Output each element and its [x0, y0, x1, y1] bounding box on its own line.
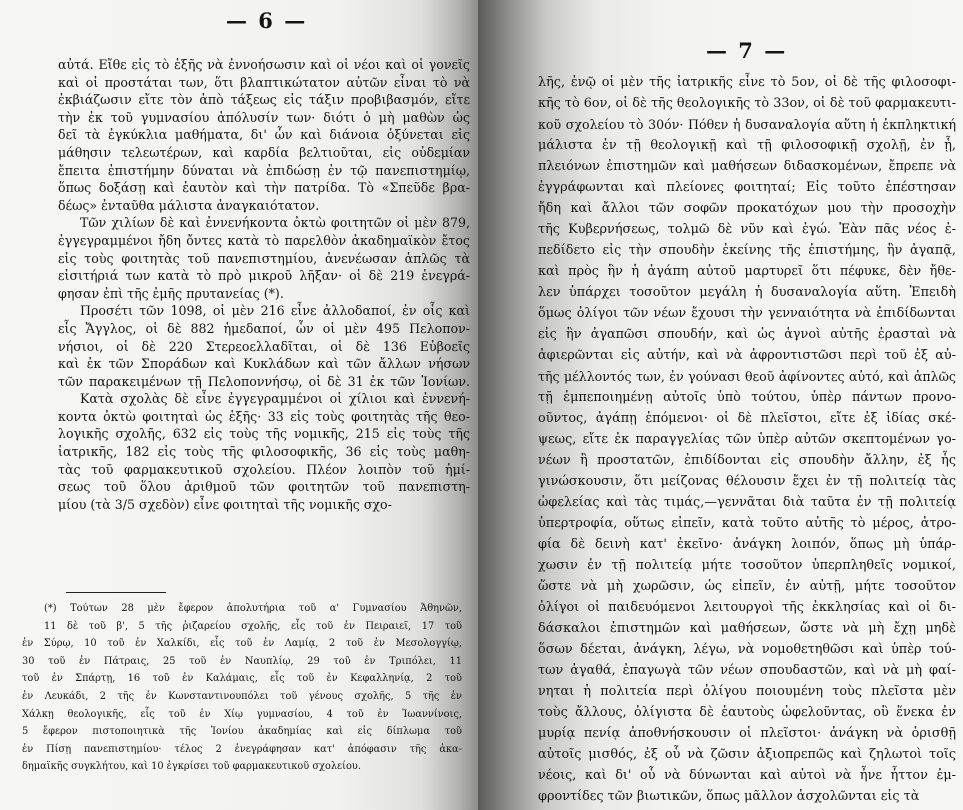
text-line: ὅσων δέεται, ἀνάγκη, λέγω, νὰ νομοθετηθῶσι καὶ ὑπὲρ τού-	[538, 642, 956, 657]
text-line: δέως» ἐνταῦθα μάλιστα ἀναγκαιότατον.	[58, 197, 320, 213]
text-line: πλειόνων ἐπιστημῶν καὶ μαθήσεων διδασκομένων, ἔπρεπε νὰ	[538, 159, 956, 174]
text-line: τῶν παρακειμένων τῇ Πελοποννήσῳ, οἱ δὲ 31 ἐκ τῶν Ἰονίων.	[58, 373, 470, 389]
text-line: οῦντος, ἀγάπῃ ἑπόμενοι· οἱ δὲ πλεῖστοι, εἴτε ἐξ ἰδίας σκέ-	[538, 411, 956, 426]
text-line: νήσιοι, οἱ δὲ 220 Στερεοελλαδῖται, οἱ δὲ 136 Εὐβοεῖς	[58, 338, 470, 354]
text-line: εἷς Ἄγγλος, οἱ δὲ 882 ἡμεδαποί, ὧν οἱ μὲν 495 Πελοπον-	[58, 320, 470, 336]
text-line: ἐν Λευκάδι, 2 τῆς ἐν Κωνσταντινουπόλει τοῦ γένους σχολῆς, 5 τῆς ἐν	[22, 690, 462, 702]
text-line: εἰσιτήριά των κατὰ τὸ πρὸ μικροῦ λῆξαν· οἱ δὲ 219 ἐνεγρά-	[58, 268, 470, 284]
text-line: εἰς ἣν ἀγαπῶσι σπουδήν, καὶ ὡς ἁγνοὶ αὐτῆς ἐρασταὶ νὰ	[538, 327, 956, 342]
page-number: — 7 —	[706, 38, 788, 63]
text-line: νηται ἡ πολιτεία περὶ ὀλίγου ποιουμένη τοὺς πλεῖστα μὲν	[538, 684, 956, 699]
text-line: Χάλκῃ θεολογικῆς, εἷς τοῦ ἐν Χίῳ γυμνασίου, 4 τοῦ ἐν Ἰωαννίνοις,	[22, 708, 462, 720]
text-line: τῆς Κυβερνήσεως, τολμῶ δὲ νῦν καὶ ἐγώ. Ἐὰν πᾶς νέος ἐ-	[538, 222, 956, 237]
text-line: (*) Τούτων 28 μὲν ἔφερον ἀπολυτήρια τοῦ α' Γυμνασίου Ἀθηνῶν,	[44, 603, 462, 614]
text-line: εἰς τοὺς φοιτητὰς τοῦ πανεπιστημίου, ἀνενέωσαν ἁπλῶς τὰ	[58, 250, 470, 266]
text-line: κοῦ σχολείου τὸ 30όν· Πόθεν ἡ δυσαναλογία αὕτη ἡ ἐκπληκτική	[538, 117, 956, 132]
text-line: ἐν Σύρῳ, 10 τοῦ ἐν Χαλκίδι, εἷς τοῦ ἐν Λαμίᾳ, 2 τοῦ ἐν Μεσολογγίῳ,	[22, 638, 462, 650]
text-line: καὶ πρὸς ἣν ἡ ἀγάπη αὐτοῦ μαρτυρεῖ ὅτι πέφυκε, δὲν ἤθε-	[538, 264, 956, 279]
text-line: Προσέτι τῶν 1098, οἱ μὲν 216 εἶνε ἀλλοδαποί, ἐν οἷς καὶ	[80, 303, 470, 319]
body-text	[538, 72, 956, 807]
text-line: φία δὲ δεινὴ κατ' ἐκεῖνο· ἀνάγκη λοιπόν, ὅπως μὴ ὑπάρ-	[538, 537, 956, 552]
text-line: λογικῆς σχολῆς, 632 εἰς τοὺς τῆς νομικῆς, 215 εἰς τοὺς τῆς	[58, 426, 470, 442]
text-line: κοντα ὀκτὼ φοιτηταὶ ὡς ἑξῆς· 33 εἰς τοὺς φοιτητὰς τῆς θεο-	[58, 408, 470, 424]
text-line: πεδίδετο εἰς τὴν σπουδὴν ἐκείνης τῆς ἐπιστήμης, ἣν ἀγαπᾷ,	[538, 243, 956, 258]
text-line: νέων ἢ προστατῶν, ἐπιδίδονται εἰς σπουδὴν ἄλλην, ἐξ ἧς	[538, 453, 956, 468]
text-line: αὐτοῖς μισθός, ἐξ οὗ νὰ ζῶσιν ἀξιοπρεπῶς καὶ ζηλωτοὶ τοῖς	[538, 747, 956, 762]
text-line: ψεως, εἴτε ἐκ παραγγελίας τῶν ὑπὲρ αὐτῶν σκεπτομένων γο-	[538, 432, 956, 447]
text-line: των ἀγαθά, ἐπαγωγὰ τῶν νέων σπουδαστῶν, καὶ νὰ μὴ φαί-	[538, 663, 956, 678]
text-line: γινώσκουσιν, ὅτι μείζονας θέλουσιν ἔχει ἐν τῇ πολιτείᾳ τὰς	[538, 474, 956, 489]
text-line: καὶ ἐκ τῶν Σποράδων καὶ Κυκλάδων καὶ τῶν ἄλλων νήσων	[58, 356, 470, 372]
text-line: μάθησιν τελεωτέρων, καὶ καρδία βελτιοῦται, εἰς οὐδεμίαν	[58, 144, 470, 160]
text-line: μάλιστα ἐν τῇ θεολογικῇ καὶ τῇ φιλοσοφικῇ σχολῇ, ἐν ᾗ,	[538, 138, 956, 153]
text-line: χωσιν ἐν τῇ πολιτείᾳ μήτε τοσοῦτον ὑπερπληθεῖς νομικοί,	[538, 558, 956, 573]
body-text	[58, 56, 470, 513]
text-line: αὐτά. Εἴθε εἰς τὸ ἑξῆς νὰ ἐννοήσωσιν καὶ οἱ νέοι καὶ οἱ γονεῖς	[58, 57, 470, 72]
text-line: δημαϊκῆς συγκλήτου, καὶ 10 ἐγκρίσει τοῦ φαρμακευτικοῦ σχολείου.	[22, 761, 361, 773]
text-line: φροντίδες τῶν βιωτικῶν, ὅπως μᾶλλον ἀσχολῶνται εἰς τὰ	[538, 789, 920, 804]
text-line: ἐκβιάζωσιν εἴτε τὸν ἀπὸ τάξεως εἰς τάξιν προβιβασμόν, εἴτε	[58, 92, 470, 108]
text-line: ὅμως ὀλίγοι τῶν νέων ἔχουσι τὴν γενναιότητα νὰ ἐπιδίδωνται	[538, 306, 956, 321]
text-line: ἤδη καὶ ἄλλοι τῶν σοφῶν προκατόχων μου τὴν προσοχὴν	[538, 201, 956, 216]
text-line: ἐν Πίσῃ πανεπιστημίου· τέλος 2 ἐνεγράφησαν κατ' ἀπόφασιν τῆς ἀκα-	[22, 743, 462, 755]
text-line: λῆς, ἐνῷ οἱ μὲν τῆς ἰατρικῆς εἶνε τὸ 5ον, οἱ δὲ τῆς φιλοσοφι-	[538, 75, 956, 90]
footnote-rule	[66, 592, 166, 593]
text-line: ὑπερτροφία, οὕτως εἰπεῖν, κατὰ τοῦτο αὐτῆς τὸ μέρος, ἀτρο-	[538, 516, 956, 531]
text-line: σεως τοῦ ὅλου ἀριθμοῦ τῶν φοιτητῶν τοῦ πανεπιστη-	[58, 479, 470, 495]
text-line: νέοις, καὶ δι' οὗ νὰ δύνωνται καὶ αὐτοὶ νὰ ἦνε ἧττον ἐμ-	[538, 768, 956, 783]
text-line: ἀφιερῶνται εἰς αὐτήν, καὶ νὰ ἀφροντιστῶσι περὶ τοῦ ἐξ αὐ-	[538, 348, 956, 363]
text-line: ἐγγράφωνται καὶ πλείονες φοιτηταί; Εἰς τοῦτο ἐπέστησαν	[538, 180, 956, 195]
text-line: ὠφελείας καὶ τὰς τιμάς,—γεννᾶται διὰ ταῦτα ἐν τῇ πολιτείᾳ	[538, 495, 956, 510]
text-line: κῆς τὸ 6ον, οἱ δὲ τῆς θεολογικῆς τὸ 33ον, οἱ δὲ τοῦ φαρμακευτι-	[538, 96, 957, 111]
text-line: 30 τοῦ ἐν Πάτραις, 25 τοῦ ἐν Ναυπλίῳ, 29 τοῦ ἐν Τριπόλει, 11	[22, 655, 462, 667]
text-line: δάσκαλοι ἐπιστημῶν καὶ μαθήσεων, ὥστε νὰ μὴ ἔχῃ μηδὲ	[538, 621, 956, 636]
text-line: λεν ὑπάρχει τοσοῦτον μεγάλη ἡ δυσαναλογία αὕτη. Ἐπειδὴ	[538, 285, 956, 300]
text-line: φησαν ἐπὶ τῆς ἐμῆς πρυτανείας (*).	[58, 285, 284, 301]
text-line: ὀλίγοι οἱ παιδευόμενοι λειτουργοὶ τῆς ἐκκλησίας καὶ οἱ δι-	[538, 600, 956, 615]
text-line: μίου (τὰ 3/5 σχεδὸν) εἶνε φοιτηταὶ τῆς νομικῆς σχο-	[58, 496, 392, 512]
text-line: καὶ οἱ προστάται των, ὅτι βλαπτικώτατον αὐτῶν εἶναι τὸ νὰ	[58, 74, 470, 90]
text-line: ἔπειτα ἐπιστήμην δύναται νὰ ἐπιδώσῃ ἐν τῷ πανεπιστημίῳ,	[58, 162, 470, 178]
text-line: τῇ ἐμπεποιημένῃ αὐτοῖς ὑπὸ τούτου, ὑπὲρ πάντων προνο-	[538, 390, 956, 405]
text-line: τὰς τοῦ φαρμακευτικοῦ σχολείου. Πλέον λοιπὸν τοῦ ἡμί-	[58, 461, 470, 477]
text-line: ὅπως δοξάσῃ καὶ ἑαυτὸν καὶ τὴν πατρίδα. Τὸ «Σπεῦδε βρα-	[58, 180, 470, 196]
text-line: ἐγγεγραμμένοι ἤδη ὄντες κατὰ τὸ παρελθὸν ἀκαδημαϊκὸν ἔτος	[58, 232, 470, 248]
page-number: — 6 —	[226, 8, 308, 33]
text-line: 5 ἔφερον πιστοποιητικὰ τῆς Ἰονίου ἀκαδημίας καὶ εἰς δίπλωμα τοῦ	[22, 726, 462, 738]
text-line: μυρίᾳ πενίᾳ ἀποθνήσκουσιν οἱ πλεῖστοι· ἀνάγκη νὰ ὁρισθῇ	[538, 726, 956, 741]
text-line: ὥστε νὰ μὴ χωρῶσιν, ὡς εἰπεῖν, ἐν αὐτῇ, μήτε τοσοῦτον	[538, 579, 956, 594]
text-line: τῆς μέλλοντός των, ἐν γούνασι θεοῦ ἀφίνοντες αὐτό, καὶ ἁπλῶς	[538, 369, 956, 384]
text-line: δεῖ τὰ ἐγκύκλια μαθήματα, δι' ὧν καὶ διάνοια ὀξύνεται εἰς	[58, 127, 470, 143]
text-line: τοὺς ἄλλους, ὀλίγιστα δὲ ἑαυτοὺς ὠφελοῦντας, οὓ ἕνεκα ἐν	[538, 705, 956, 720]
text-line: Τῶν χιλίων δὲ καὶ ἐννενήκοντα ὀκτὼ φοιτητῶν οἱ μὲν 879,	[80, 215, 470, 231]
text-line: τοῦ ἐν Σπάρτῃ, 16 τοῦ ἐν Καλάμαις, εἷς τοῦ ἐν Κεφαλληνίᾳ, 2 τοῦ	[22, 673, 462, 685]
text-line: 11 δὲ τοῦ β', 5 τῆς ῥιζαρείου σχολῆς, εἷς τοῦ ἐν Πειραιεῖ, 17 τοῦ	[44, 620, 462, 632]
text-line: ἰατρικῆς, 182 εἰς τοὺς τῆς φιλοσοφικῆς, 36 εἰς τοὺς μαθη-	[58, 444, 470, 460]
left-page	[0, 0, 478, 810]
footnote	[22, 600, 462, 776]
text-line: τὴν ἐκ τοῦ γυμνασίου ἀπόλυσίν των· διότι ὁ μὴ μαθὼν ὡς	[58, 109, 470, 125]
text-line: Κατὰ σχολὰς δὲ εἶνε ἐγγεγραμμένοι οἱ χίλιοι καὶ ἐννενή-	[80, 391, 470, 407]
right-page	[478, 0, 963, 810]
